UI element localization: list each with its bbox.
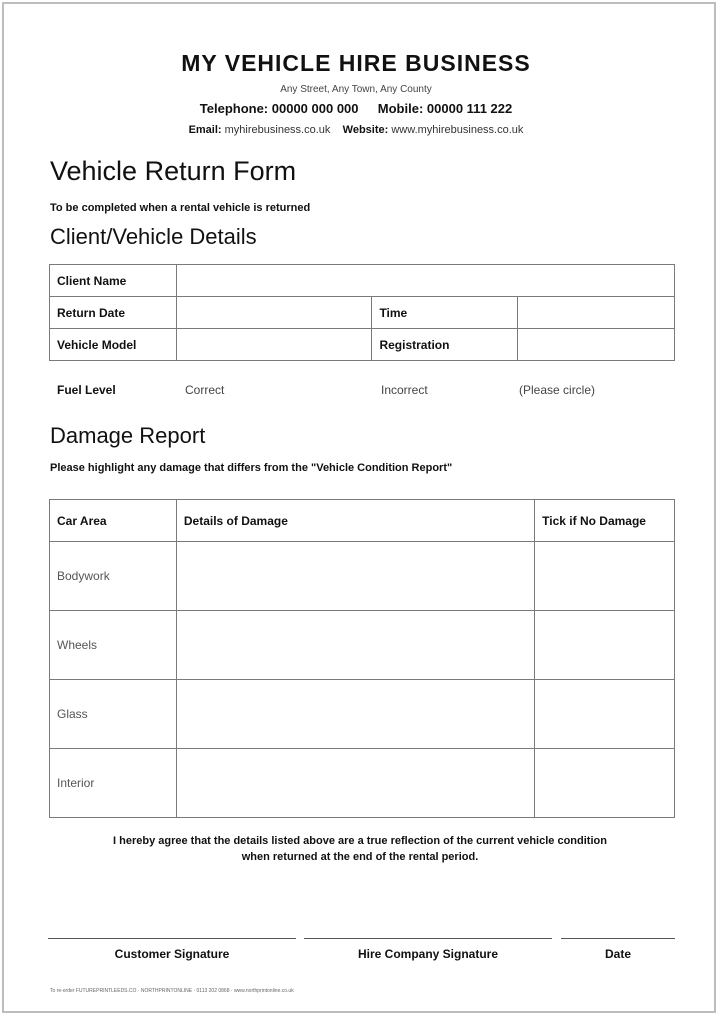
header-car-area: Car Area bbox=[50, 500, 177, 542]
vehicle-model-field[interactable] bbox=[176, 329, 372, 361]
area-bodywork: Bodywork bbox=[50, 542, 177, 611]
header-tick: Tick if No Damage bbox=[535, 500, 675, 542]
area-interior: Interior bbox=[50, 749, 177, 818]
agreement-line-1: I hereby agree that the details listed above are a true reflection of the current vehicle condition bbox=[113, 835, 607, 847]
area-wheels: Wheels bbox=[50, 611, 177, 680]
customer-signature-line[interactable] bbox=[48, 938, 296, 939]
business-phones bbox=[0, 101, 712, 116]
footer-reorder-text: To re-order FUTUREPRINTLEEDS.CO · NORTHPRINTONLINE · 0113 202 0868 · www.northprintonline.co.uk bbox=[50, 988, 294, 994]
company-signature-label: Hire Company Signature bbox=[357, 947, 499, 961]
vehicle-model-label: Vehicle Model bbox=[50, 329, 177, 361]
fuel-option-correct[interactable]: Correct bbox=[185, 383, 225, 397]
email-label: Email: bbox=[188, 124, 222, 136]
agreement-text bbox=[40, 833, 680, 865]
table-row bbox=[50, 329, 675, 361]
glass-tick-field[interactable] bbox=[535, 680, 675, 749]
business-name: MY VEHICLE HIRE BUSINESS bbox=[181, 50, 531, 76]
table-row bbox=[50, 680, 675, 749]
form-subtitle: To be completed when a rental vehicle is returned bbox=[50, 202, 311, 214]
return-date-field[interactable] bbox=[176, 297, 372, 329]
interior-details-field[interactable] bbox=[176, 749, 534, 818]
company-signature-line[interactable] bbox=[304, 938, 552, 939]
table-row bbox=[50, 297, 675, 329]
mobile-label: Mobile: bbox=[377, 101, 424, 116]
table-header-row bbox=[50, 500, 675, 542]
customer-signature-label: Customer Signature bbox=[114, 947, 230, 961]
email-value: myhirebusiness.co.uk bbox=[224, 124, 331, 136]
business-address: Any Street, Any Town, Any County bbox=[280, 84, 432, 95]
interior-tick-field[interactable] bbox=[535, 749, 675, 818]
date-label: Date bbox=[604, 947, 631, 961]
time-field[interactable] bbox=[518, 297, 675, 329]
fuel-option-incorrect[interactable]: Incorrect bbox=[381, 383, 428, 397]
table-row bbox=[50, 542, 675, 611]
damage-section-subtitle: Please highlight any damage that differs from the "Vehicle Condition Report" bbox=[50, 462, 453, 474]
glass-details-field[interactable] bbox=[176, 680, 534, 749]
wheels-details-field[interactable] bbox=[176, 611, 534, 680]
table-row bbox=[50, 749, 675, 818]
damage-report-table bbox=[49, 499, 675, 818]
registration-label: Registration bbox=[372, 329, 518, 361]
damage-section-title: Damage Report bbox=[50, 423, 206, 448]
website-label: Website: bbox=[342, 124, 389, 136]
header-details: Details of Damage bbox=[176, 500, 534, 542]
registration-field[interactable] bbox=[518, 329, 675, 361]
form-title: Vehicle Return Form bbox=[50, 156, 297, 186]
client-name-label: Client Name bbox=[50, 265, 177, 297]
fuel-level-label: Fuel Level bbox=[57, 383, 116, 397]
website-value: www.myhirebusiness.co.uk bbox=[391, 124, 524, 136]
mobile-number: 00000 111 222 bbox=[426, 101, 513, 116]
table-row bbox=[50, 265, 675, 297]
area-glass: Glass bbox=[50, 680, 177, 749]
client-name-field[interactable] bbox=[176, 265, 674, 297]
table-row bbox=[50, 611, 675, 680]
telephone-number: 00000 000 000 bbox=[271, 101, 359, 116]
agreement-line-2: when returned at the end of the rental period. bbox=[241, 851, 479, 863]
wheels-tick-field[interactable] bbox=[535, 611, 675, 680]
time-label: Time bbox=[372, 297, 518, 329]
business-contacts bbox=[0, 124, 712, 136]
return-date-label: Return Date bbox=[50, 297, 177, 329]
fuel-circle-note: (Please circle) bbox=[519, 383, 596, 397]
bodywork-tick-field[interactable] bbox=[535, 542, 675, 611]
date-line[interactable] bbox=[561, 938, 675, 939]
telephone-label: Telephone: bbox=[199, 101, 269, 116]
bodywork-details-field[interactable] bbox=[176, 542, 534, 611]
client-details-table bbox=[49, 264, 675, 361]
client-section-title: Client/Vehicle Details bbox=[50, 224, 257, 249]
